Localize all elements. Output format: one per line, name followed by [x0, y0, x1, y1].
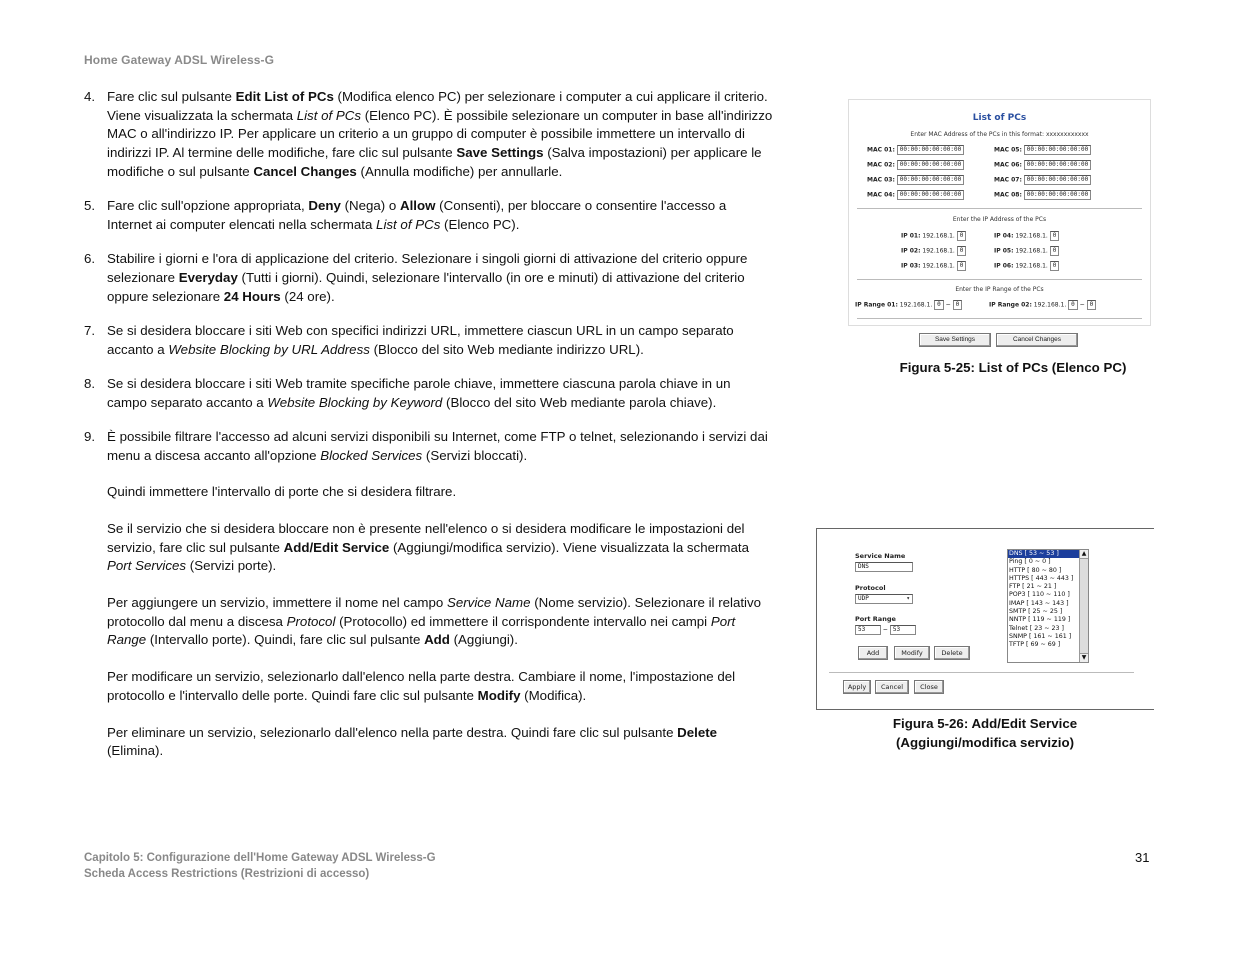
- scroll-up-icon[interactable]: ▲: [1081, 550, 1087, 557]
- add-button[interactable]: Add: [858, 646, 888, 660]
- list-item: [84, 322, 774, 359]
- ip-field[interactable]: 0: [957, 231, 967, 241]
- mac-field[interactable]: 00:00:00:00:00:00: [1024, 190, 1091, 200]
- figure-caption: [840, 714, 1130, 752]
- list-item: [84, 88, 774, 182]
- range-hint: Enter the IP Range of the PCs: [955, 286, 1044, 293]
- caption-line: (Aggiungi/modifica servizio): [895, 735, 1075, 750]
- sub-paragraph: Per eliminare un servizio, selezionarlo dall'elenco nella parte destra. Quindi fare clic sul pulsante Delete (Elimina).: [107, 724, 718, 759]
- mac-field[interactable]: 00:00:00:00:00:00: [1024, 145, 1091, 155]
- mac-row: MAC 04: 00:00:00:00:00:00: [867, 190, 964, 200]
- mac-field[interactable]: 00:00:00:00:00:00: [897, 160, 964, 170]
- list-item[interactable]: POP3 [ 110 ~ 110 ]: [1009, 591, 1070, 599]
- add-edit-service-screenshot: [816, 528, 1154, 710]
- protocol-select[interactable]: UDP ▾: [855, 594, 913, 604]
- footer-section: Scheda Access Restrictions (Restrizioni di accesso): [84, 868, 370, 880]
- service-name-label: Service Name: [855, 552, 906, 560]
- sub-paragraph: Per aggiungere un servizio, immettere il nome nel campo Service Name (Nome servizio). Selezionare il relativo protocollo dal menu a discesa Protocol (Protocollo) ed immettere il corrispondente intervallo nei campi Port Range (Intervallo porte). Quindi, fare clic sul pulsante Add (Aggiungi).: [107, 595, 762, 648]
- protocol-label: Protocol: [855, 584, 886, 592]
- divider: [857, 318, 1142, 319]
- mac-row: MAC 06: 00:00:00:00:00:00: [994, 160, 1091, 170]
- port-from-input[interactable]: 53: [855, 625, 881, 635]
- mac-row: MAC 08: 00:00:00:00:00:00: [994, 190, 1091, 200]
- sub-paragraph: Se il servizio che si desidera bloccare non è presente nell'elenco o si desidera modificare le impostazioni del servizio, fare clic sul pulsante Add/Edit Service (Aggiungi/modifica servizio). Viene visualizzata la schermata Port Services (Servizi porte).: [107, 520, 749, 574]
- ip-hint: Enter the IP Address of the PCs: [952, 216, 1047, 223]
- item-number: 5.: [84, 198, 96, 214]
- range-from-field[interactable]: 0: [1068, 300, 1078, 310]
- cancel-button[interactable]: Cancel: [875, 680, 909, 694]
- caption-line: Figura 5-26: Add/Edit Service: [892, 716, 1078, 731]
- save-settings-button[interactable]: Save Settings: [919, 333, 991, 347]
- list-item[interactable]: HTTPS [ 443 ~ 443 ]: [1009, 574, 1074, 582]
- list-item[interactable]: IMAP [ 143 ~ 143 ]: [1009, 599, 1069, 607]
- list-item[interactable]: Telnet [ 23 ~ 23 ]: [1009, 624, 1064, 632]
- ip-range-row: IP Range 01: 192.168.1. 0 ~ 0: [855, 300, 962, 310]
- mac-field[interactable]: 00:00:00:00:00:00: [897, 190, 964, 200]
- ip-field[interactable]: 0: [1050, 246, 1060, 256]
- item-text: Se si desidera bloccare i siti Web con specifici indirizzi URL, immettere ciascun URL in un campo separato accanto a Website Blocking by URL Address (Blocco del sito Web mediante indirizzo URL).: [107, 322, 734, 357]
- mac-row: MAC 02: 00:00:00:00:00:00: [867, 160, 964, 170]
- close-button[interactable]: Close: [914, 680, 944, 694]
- mac-row: MAC 07: 00:00:00:00:00:00: [994, 175, 1091, 185]
- item-text: Fare clic sul pulsante Edit List of PCs (Modifica elenco PC) per selezionare i computer a cui applicare il criterio. Viene visualizzata la schermata List of PCs (Elenco PC). È possibile selezionare un computer in base all'indirizzo MAC o all'indirizzo IP. Per applicare un criterio a un gruppo di computer è possibile immettere un intervallo di indirizzi IP. Al termine delle modifiche, fare clic sul pulsante Save Settings (Salva impostazioni) per applicare le modifiche o sul pulsante Cancel Changes (Annulla modifiche) per annullarle.: [107, 89, 773, 179]
- sub-paragraph: Per modificare un servizio, selezionarlo dall'elenco nella parte destra. Cambiare il nome, l'impostazione del protocollo e l'intervallo delle porte. Quindi fare clic sul pulsante Modify (Modifica).: [107, 669, 736, 703]
- list-item[interactable]: Ping [ 0 ~ 0 ]: [1009, 558, 1051, 566]
- range-to-field[interactable]: 0: [953, 300, 963, 310]
- chevron-down-icon: ▾: [906, 595, 910, 602]
- item-number: 6.: [84, 251, 96, 267]
- list-item[interactable]: SNMP [ 161 ~ 161 ]: [1009, 632, 1072, 640]
- mac-row: MAC 03: 00:00:00:00:00:00: [867, 175, 964, 185]
- list-item[interactable]: DNS [ 53 ~ 53 ]: [1008, 550, 1088, 558]
- ip-row: IP 06: 192.168.1. 0: [994, 261, 1059, 271]
- apply-button[interactable]: Apply: [843, 680, 871, 694]
- list-item: [84, 428, 774, 465]
- running-header: Home Gateway ADSL Wireless-G: [84, 53, 275, 67]
- list-item[interactable]: SMTP [ 25 ~ 25 ]: [1009, 608, 1063, 616]
- mac-field[interactable]: 00:00:00:00:00:00: [1024, 160, 1091, 170]
- mac-field[interactable]: 00:00:00:00:00:00: [1024, 175, 1091, 185]
- sub-paragraph: Quindi immettere l'intervallo di porte che si desidera filtrare.: [107, 484, 457, 500]
- range-to-field[interactable]: 0: [1087, 300, 1097, 310]
- item-text: Fare clic sull'opzione appropriata, Deny (Nega) o Allow (Consenti), per bloccare o consentire l'accesso a Internet ai computer elencati nella schermata List of PCs (Elenco PC).: [107, 198, 727, 232]
- divider: [829, 672, 1134, 673]
- item-number: 9.: [84, 428, 96, 444]
- figure-caption: Figura 5-25: List of PCs (Elenco PC): [899, 360, 1127, 375]
- list-item: [84, 375, 774, 412]
- scrollbar[interactable]: [1079, 550, 1088, 662]
- services-list[interactable]: [1007, 549, 1089, 663]
- list-item: [84, 197, 774, 234]
- list-item[interactable]: NNTP [ 119 ~ 119 ]: [1009, 616, 1071, 624]
- service-name-input[interactable]: DNS: [855, 562, 913, 572]
- modify-button[interactable]: Modify: [894, 646, 930, 660]
- scroll-down-icon[interactable]: ▼: [1081, 654, 1087, 661]
- ip-row: IP 02: 192.168.1. 0: [901, 246, 966, 256]
- body-text: [84, 88, 774, 761]
- ip-field[interactable]: 0: [957, 261, 967, 271]
- ip-field[interactable]: 0: [1050, 231, 1060, 241]
- mac-hint: Enter MAC Address of the PCs in this format: xxxxxxxxxxxx: [910, 131, 1089, 138]
- list-item[interactable]: FTP [ 21 ~ 21 ]: [1009, 583, 1057, 591]
- list-of-pcs-title: List of PCs: [972, 113, 1027, 123]
- list-item[interactable]: TFTP [ 69 ~ 69 ]: [1009, 641, 1061, 649]
- ip-field[interactable]: 0: [1050, 261, 1060, 271]
- mac-field[interactable]: 00:00:00:00:00:00: [897, 175, 964, 185]
- divider: [857, 208, 1142, 209]
- ip-row: IP 05: 192.168.1. 0: [994, 246, 1059, 256]
- ip-row: IP 01: 192.168.1. 0: [901, 231, 966, 241]
- footer-chapter: Capitolo 5: Configurazione dell'Home Gateway ADSL Wireless-G: [84, 852, 436, 864]
- divider: [857, 279, 1142, 280]
- list-item: [84, 250, 774, 306]
- port-to-input[interactable]: 53: [890, 625, 916, 635]
- mac-row: MAC 01: 00:00:00:00:00:00: [867, 145, 964, 155]
- delete-button[interactable]: Delete: [934, 646, 970, 660]
- mac-row: MAC 05: 00:00:00:00:00:00: [994, 145, 1091, 155]
- item-text: Se si desidera bloccare i siti Web tramite specifiche parole chiave, immettere ciascuna parola chiave in un campo separato accanto a Website Blocking by Keyword (Blocco del sito Web mediante parola chiave).: [107, 375, 731, 410]
- item-text: È possibile filtrare l'accesso ad alcuni servizi disponibili su Internet, come FTP o telnet, selezionando i servizi dai menu a discesa accanto all'opzione Blocked Services (Servizi bloccati).: [107, 428, 768, 463]
- port-range-label: Port Range: [855, 615, 896, 623]
- item-number: 7.: [84, 322, 96, 338]
- cancel-changes-button[interactable]: Cancel Changes: [996, 333, 1078, 347]
- list-item[interactable]: HTTP [ 80 ~ 80 ]: [1009, 566, 1062, 574]
- item-number: 8.: [84, 375, 96, 391]
- ip-row: IP 04: 192.168.1. 0: [994, 231, 1059, 241]
- ip-range-row: IP Range 02: 192.168.1. 0 ~ 0: [989, 300, 1096, 310]
- ip-field[interactable]: 0: [957, 246, 967, 256]
- mac-field[interactable]: 00:00:00:00:00:00: [897, 145, 964, 155]
- page-footer: [84, 850, 436, 882]
- list-of-pcs-screenshot: [848, 99, 1151, 326]
- port-range-row: 53 ~ 53: [855, 625, 916, 635]
- item-number: 4.: [84, 89, 96, 104]
- item-text: Stabilire i giorni e l'ora di applicazione del criterio. Selezionare i singoli giorni di attivazione del criterio oppure selezionare Everyday (Tutti i giorni). Quindi, selezionare l'intervallo (in ore e minuti) di attivazione del criterio oppure selezionare 24 Hours (24 ore).: [107, 251, 748, 304]
- ip-row: IP 03: 192.168.1. 0: [901, 261, 966, 271]
- page-number: 31: [1135, 850, 1150, 865]
- range-from-field[interactable]: 0: [934, 300, 944, 310]
